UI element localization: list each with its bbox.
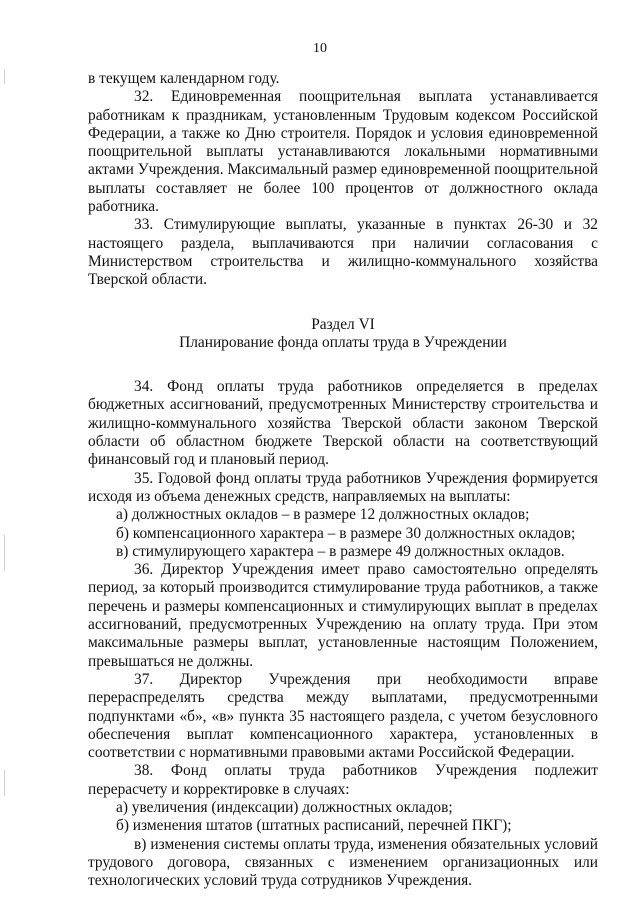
paragraph-38a: а) увеличения (индексации) должностных окладов; (116, 798, 453, 816)
paragraph-38c: в) изменения системы оплаты труда, изменения обязательных условий трудового договора, связанных с изменением организационных или технологических условий труда сотрудников Учреждения. (88, 835, 598, 890)
paragraph-37: 37. Директор Учреждения при необходимости вправе перераспределять средства между выплатами, предусмотренными подпунктами «б», «в» пункта 35 настоящего раздела, с учетом безусловного обеспечения выплат компенсационного характера, установленных в соответствии с нормативными правовыми актами Российской Федерации. (88, 670, 598, 762)
scan-edge-mark-middle (4, 535, 5, 571)
paragraph-38: 38. Фонд оплаты труда работников Учреждения подлежит перерасчету и корректировке в случаях: (88, 762, 598, 798)
paragraph-35a: а) должностных окладов – в размере 12 должностных окладов; (116, 506, 530, 524)
paragraph-intro: в текущем календарном году. (88, 70, 280, 87)
paragraph-36: 36. Директор Учреждения имеет право самостоятельно определять период, за который производится стимулирование труда работников, а также перечень и размеры компенсационных и стимулирующих выплат в пределах ассигнований, предусмотренных Учреждению на оплату труда. При этом максимальные размеры выплат, установленные настоящим Положением, превышаться не должны. (88, 561, 598, 670)
paragraph-33: 33. Стимулирующие выплаты, указанные в пунктах 26-30 и 32 настоящего раздела, выплачиваются при наличии согласования с Министерством строительства и жилищно-коммунального хозяйства Тверской области. (88, 216, 598, 289)
paragraph-32: 32. Единовременная поощрительная выплата устанавливается работникам к праздникам, установленным Трудовым кодексом Российской Федерации, а также ко Дню строителя. Порядок и условия единовременной поощрительной выплаты устанавливаются локальными нормативными актами Учреждения. Максимальный размер единовременной поощрительной выплаты составляет не более 100 процентов от должностного оклада работника. (88, 88, 598, 216)
scan-edge-mark-bottom (4, 770, 5, 796)
scan-edge-mark-top (4, 70, 5, 84)
section-subtitle: Планирование фонда оплаты труда в Учреждении (179, 333, 507, 351)
paragraph-38b: б) изменения штатов (штатных расписаний, перечней ПКГ); (116, 817, 512, 835)
section-title: Раздел VI (311, 315, 375, 333)
paragraph-35: 35. Годовой фонд оплаты труда работников Учреждения формируется исходя из объема денежных средств, направляемых на выплаты: (88, 469, 598, 505)
paragraph-35c: в) стимулирующего характера – в размере 49 должностных окладов. (116, 542, 565, 560)
paragraph-34: 34. Фонд оплаты труда работников определяется в пределах бюджетных ассигнований, предусмотренных Министерству строительства и жилищно-коммунального хозяйства Тверской области законом Тверской области об областном бюджете Тверской области на соответствующий финансовый год и плановый период. (88, 378, 598, 469)
paragraph-35b: б) компенсационного характера – в размере 30 должностных окладов; (116, 524, 576, 542)
document-body (88, 70, 598, 890)
page-number: 10 (313, 41, 327, 56)
